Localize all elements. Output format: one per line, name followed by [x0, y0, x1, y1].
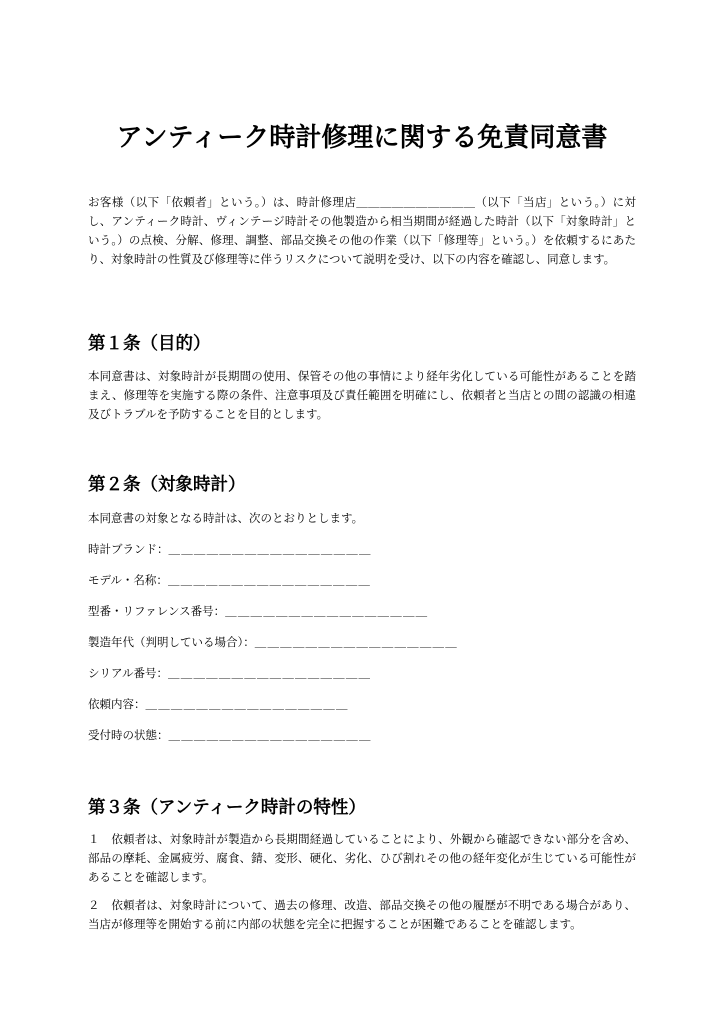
article-2-heading: 第２条（対象時計）: [88, 475, 246, 495]
article-3-item-1: １ 依頼者は、対象時計が製造から長期間経過していることにより、外観から確認できない部分を含め、部品の摩耗、金属疲労、腐食、錆、変形、硬化、劣化、ひび割れその他の経年変化が生じている可能性があることを確認します。: [88, 832, 636, 884]
fill-in-blank: ＿＿＿＿＿＿＿＿＿＿＿＿＿＿＿＿: [167, 573, 372, 587]
fill-in-blank: ＿＿＿＿＿＿＿＿＿＿＿＿＿＿＿＿: [145, 697, 349, 711]
field-serial-number: [88, 665, 371, 681]
article-1-body: 本同意書は、対象時計が長期間の使用、保管その他の事情により経年劣化している可能性があることを踏まえ、修理等を実施する際の条件、注意事項及び責任範囲を明確にし、依頼者と当店との間の認識の相違及びトラブルを予防することを目的とします。: [88, 369, 636, 421]
field-label: 型番・リファレンス番号：: [88, 604, 226, 618]
article-1-heading: 第１条（目的）: [88, 334, 211, 354]
article-2-intro: 本同意書の対象となる時計は、次のとおりとします。: [88, 511, 364, 525]
document-title: アンティーク時計修理に関する免責同意書: [116, 123, 608, 153]
fill-in-blank: ＿＿＿＿＿＿＿＿＿＿＿＿＿＿＿＿: [168, 542, 372, 556]
field-label: 時計ブランド：: [88, 542, 169, 556]
field-model-name: [88, 572, 371, 588]
field-reference-number: [88, 603, 428, 619]
field-request-details: [88, 696, 349, 712]
field-condition-at-receipt: [88, 727, 372, 743]
fill-in-blank: ＿＿＿＿＿＿＿＿＿＿＿＿＿＿＿＿: [168, 666, 372, 680]
fill-in-blank: ＿＿＿＿＿＿＿＿＿＿＿＿＿＿＿＿: [168, 728, 372, 742]
field-label: 製造年代（判明している場合）：: [88, 635, 255, 649]
fill-in-blank: ＿＿＿＿＿＿＿＿＿＿＿＿＿＿＿＿: [254, 635, 458, 649]
field-label: シリアル番号：: [88, 666, 169, 680]
field-label: モデル・名称：: [88, 573, 168, 587]
fill-in-blank: ＿＿＿＿＿＿＿＿＿＿＿＿＿＿＿＿: [225, 604, 429, 618]
intro-paragraph: お客様（以下「依頼者」という。）は、時計修理店＿＿＿＿＿＿＿＿＿＿（以下「当店」という。）に対し、アンティーク時計、ヴィンテージ時計その他製造から相当期間が経過した時計（以下「対象時計」という。）の点検、分解、修理、調整、部品交換その他の作業（以下「修理等」という。）を依頼するにあたり、対象時計の性質及び修理等に伴うリスクについて説明を受け、以下の内容を確認し、同意します。: [88, 195, 636, 266]
field-label: 受付時の状態：: [88, 728, 169, 742]
field-watch-brand: [88, 541, 372, 557]
field-label: 依頼内容：: [88, 697, 146, 711]
article-3-item-2: ２ 依頼者は、対象時計について、過去の修理、改造、部品交換その他の履歴が不明である場合があり、当店が修理等を開始する前に内部の状態を完全に把握することが困難であることを確認します。: [88, 898, 636, 931]
field-production-era: [88, 634, 458, 650]
article-3-heading: 第３条（アンティーク時計の特性）: [88, 798, 366, 818]
